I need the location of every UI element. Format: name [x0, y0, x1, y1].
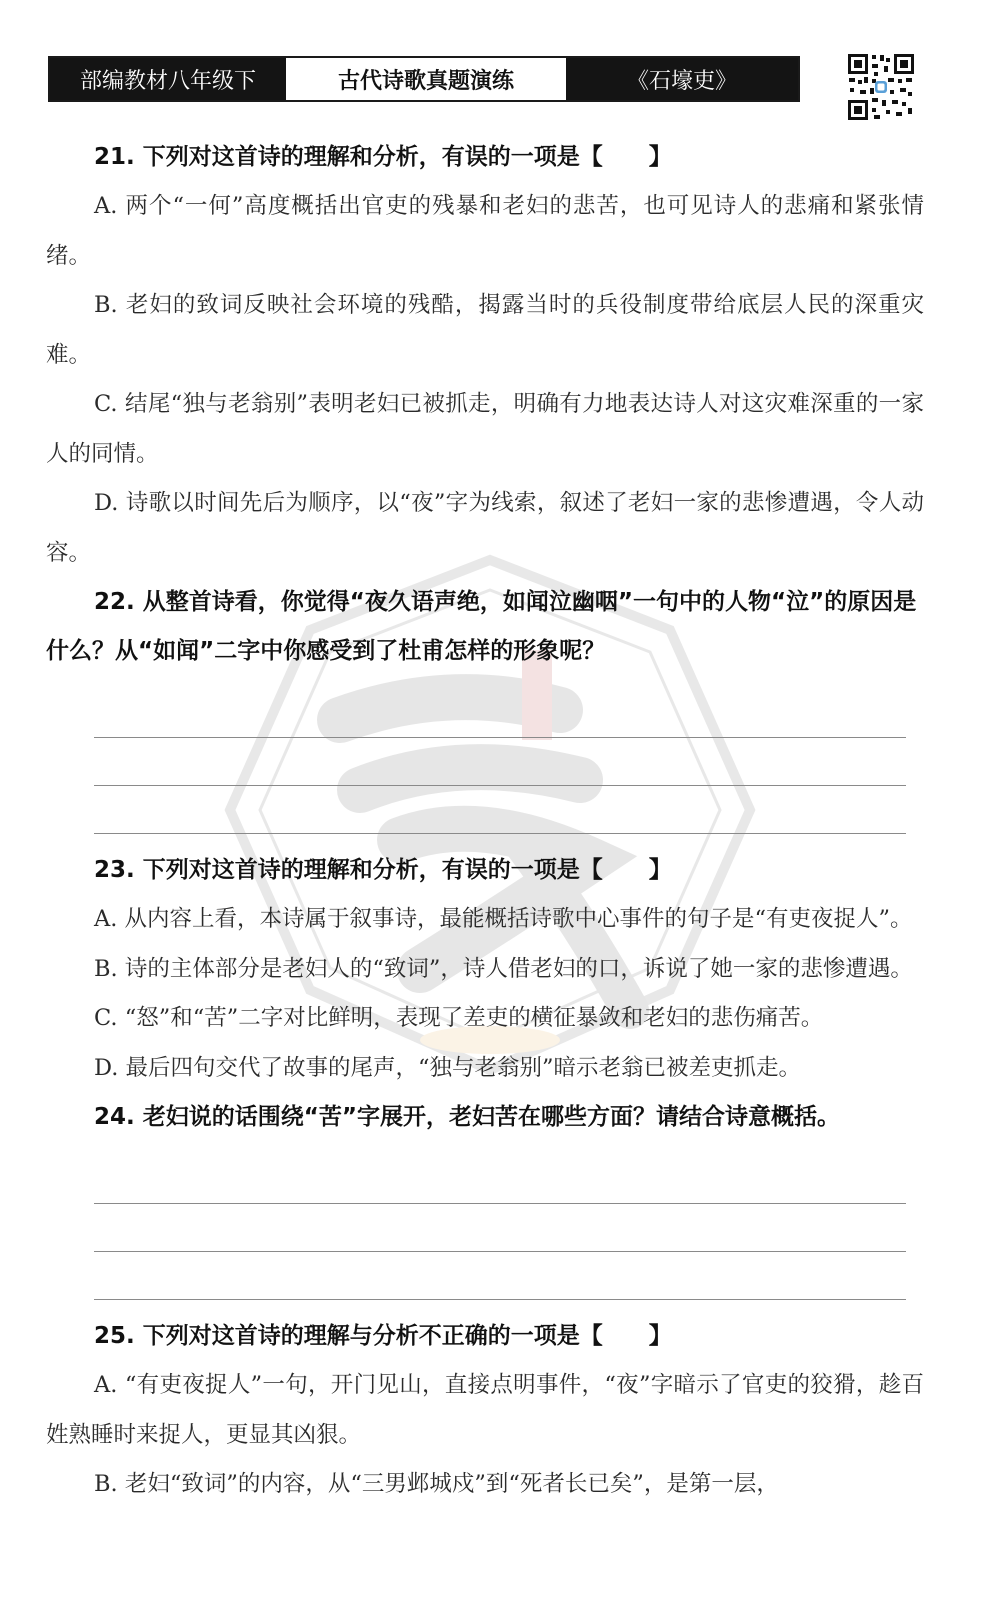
question-25-stem: 25. 下列对这首诗的理解与分析不正确的一项是【 】: [94, 1323, 672, 1349]
answer-line[interactable]: [94, 738, 906, 786]
question-sheet: [46, 133, 924, 1510]
answer-line[interactable]: [94, 1204, 906, 1252]
question-21-stem: 21. 下列对这首诗的理解和分析，有误的一项是【 】: [94, 144, 672, 170]
question-21-option-c: C. 结尾“独与老翁别”表明老妇已被抓走，明确有力地表达诗人对这灾难深重的一家人的同情。: [46, 391, 924, 467]
question-21-option-a: A. 两个“一何”高度概括出官吏的残暴和老妇的悲苦，也可见诗人的悲痛和紧张情绪。: [46, 193, 924, 269]
question-22-stem: 22. 从整首诗看，你觉得“夜久语声绝，如闻泣幽咽”一句中的人物“泣”的原因是什么？从“如闻”二字中你感受到了杜甫怎样的形象呢？: [46, 589, 917, 664]
question-23-option-d: D. 最后四句交代了故事的尾声，“独与老翁别”暗示老翁已被差吏抓走。: [94, 1054, 802, 1081]
question-22-answer-area[interactable]: [94, 692, 906, 834]
question-23-option-a: A. 从内容上看，本诗属于叙事诗，最能概括诗歌中心事件的句子是“有吏夜捉人”。: [94, 906, 913, 932]
header-bar: [48, 56, 800, 102]
question-25-option-a: A. “有吏夜捉人”一句，开门见山，直接点明事件，“夜”字暗示了官吏的狡猾，趁百姓熟睡时来捉人，更显其凶狠。: [46, 1372, 924, 1448]
question-23-option-b: B. 诗的主体部分是老妇人的“致词”，诗人借老妇的口，诉说了她一家的悲惨遭遇。: [94, 955, 913, 982]
answer-line[interactable]: [94, 692, 906, 738]
question-24-stem: 24. 老妇说的话围绕“苦”字展开，老妇苦在哪些方面？请结合诗意概括。: [94, 1104, 840, 1130]
answer-line[interactable]: [94, 786, 906, 834]
question-24-answer-area[interactable]: [94, 1158, 906, 1300]
question-25-option-b: B. 老妇“致词”的内容，从“三男邺城戍”到“死者长已矣”，是第一层，: [94, 1471, 779, 1497]
answer-line[interactable]: [94, 1158, 906, 1204]
question-23-option-c: C. “怒”和“苦”二字对比鲜明，表现了差吏的横征暴敛和老妇的悲伤痛苦。: [94, 1005, 824, 1031]
qr-code-icon: [846, 52, 916, 122]
textbook-label: 部编教材八年级下: [50, 58, 286, 100]
question-21-option-d: D. 诗歌以时间先后为顺序，以“夜”字为线索，叙述了老妇一家的悲惨遭遇，令人动容。: [46, 490, 924, 566]
answer-line[interactable]: [94, 1252, 906, 1300]
question-23-stem: 23. 下列对这首诗的理解和分析，有误的一项是【 】: [94, 857, 672, 883]
poem-title: 《石壕吏》: [566, 58, 798, 100]
question-21-option-b: B. 老妇的致词反映社会环境的残酷，揭露当时的兵役制度带给底层人民的深重灾难。: [46, 292, 924, 368]
section-title: 古代诗歌真题演练: [286, 58, 566, 100]
